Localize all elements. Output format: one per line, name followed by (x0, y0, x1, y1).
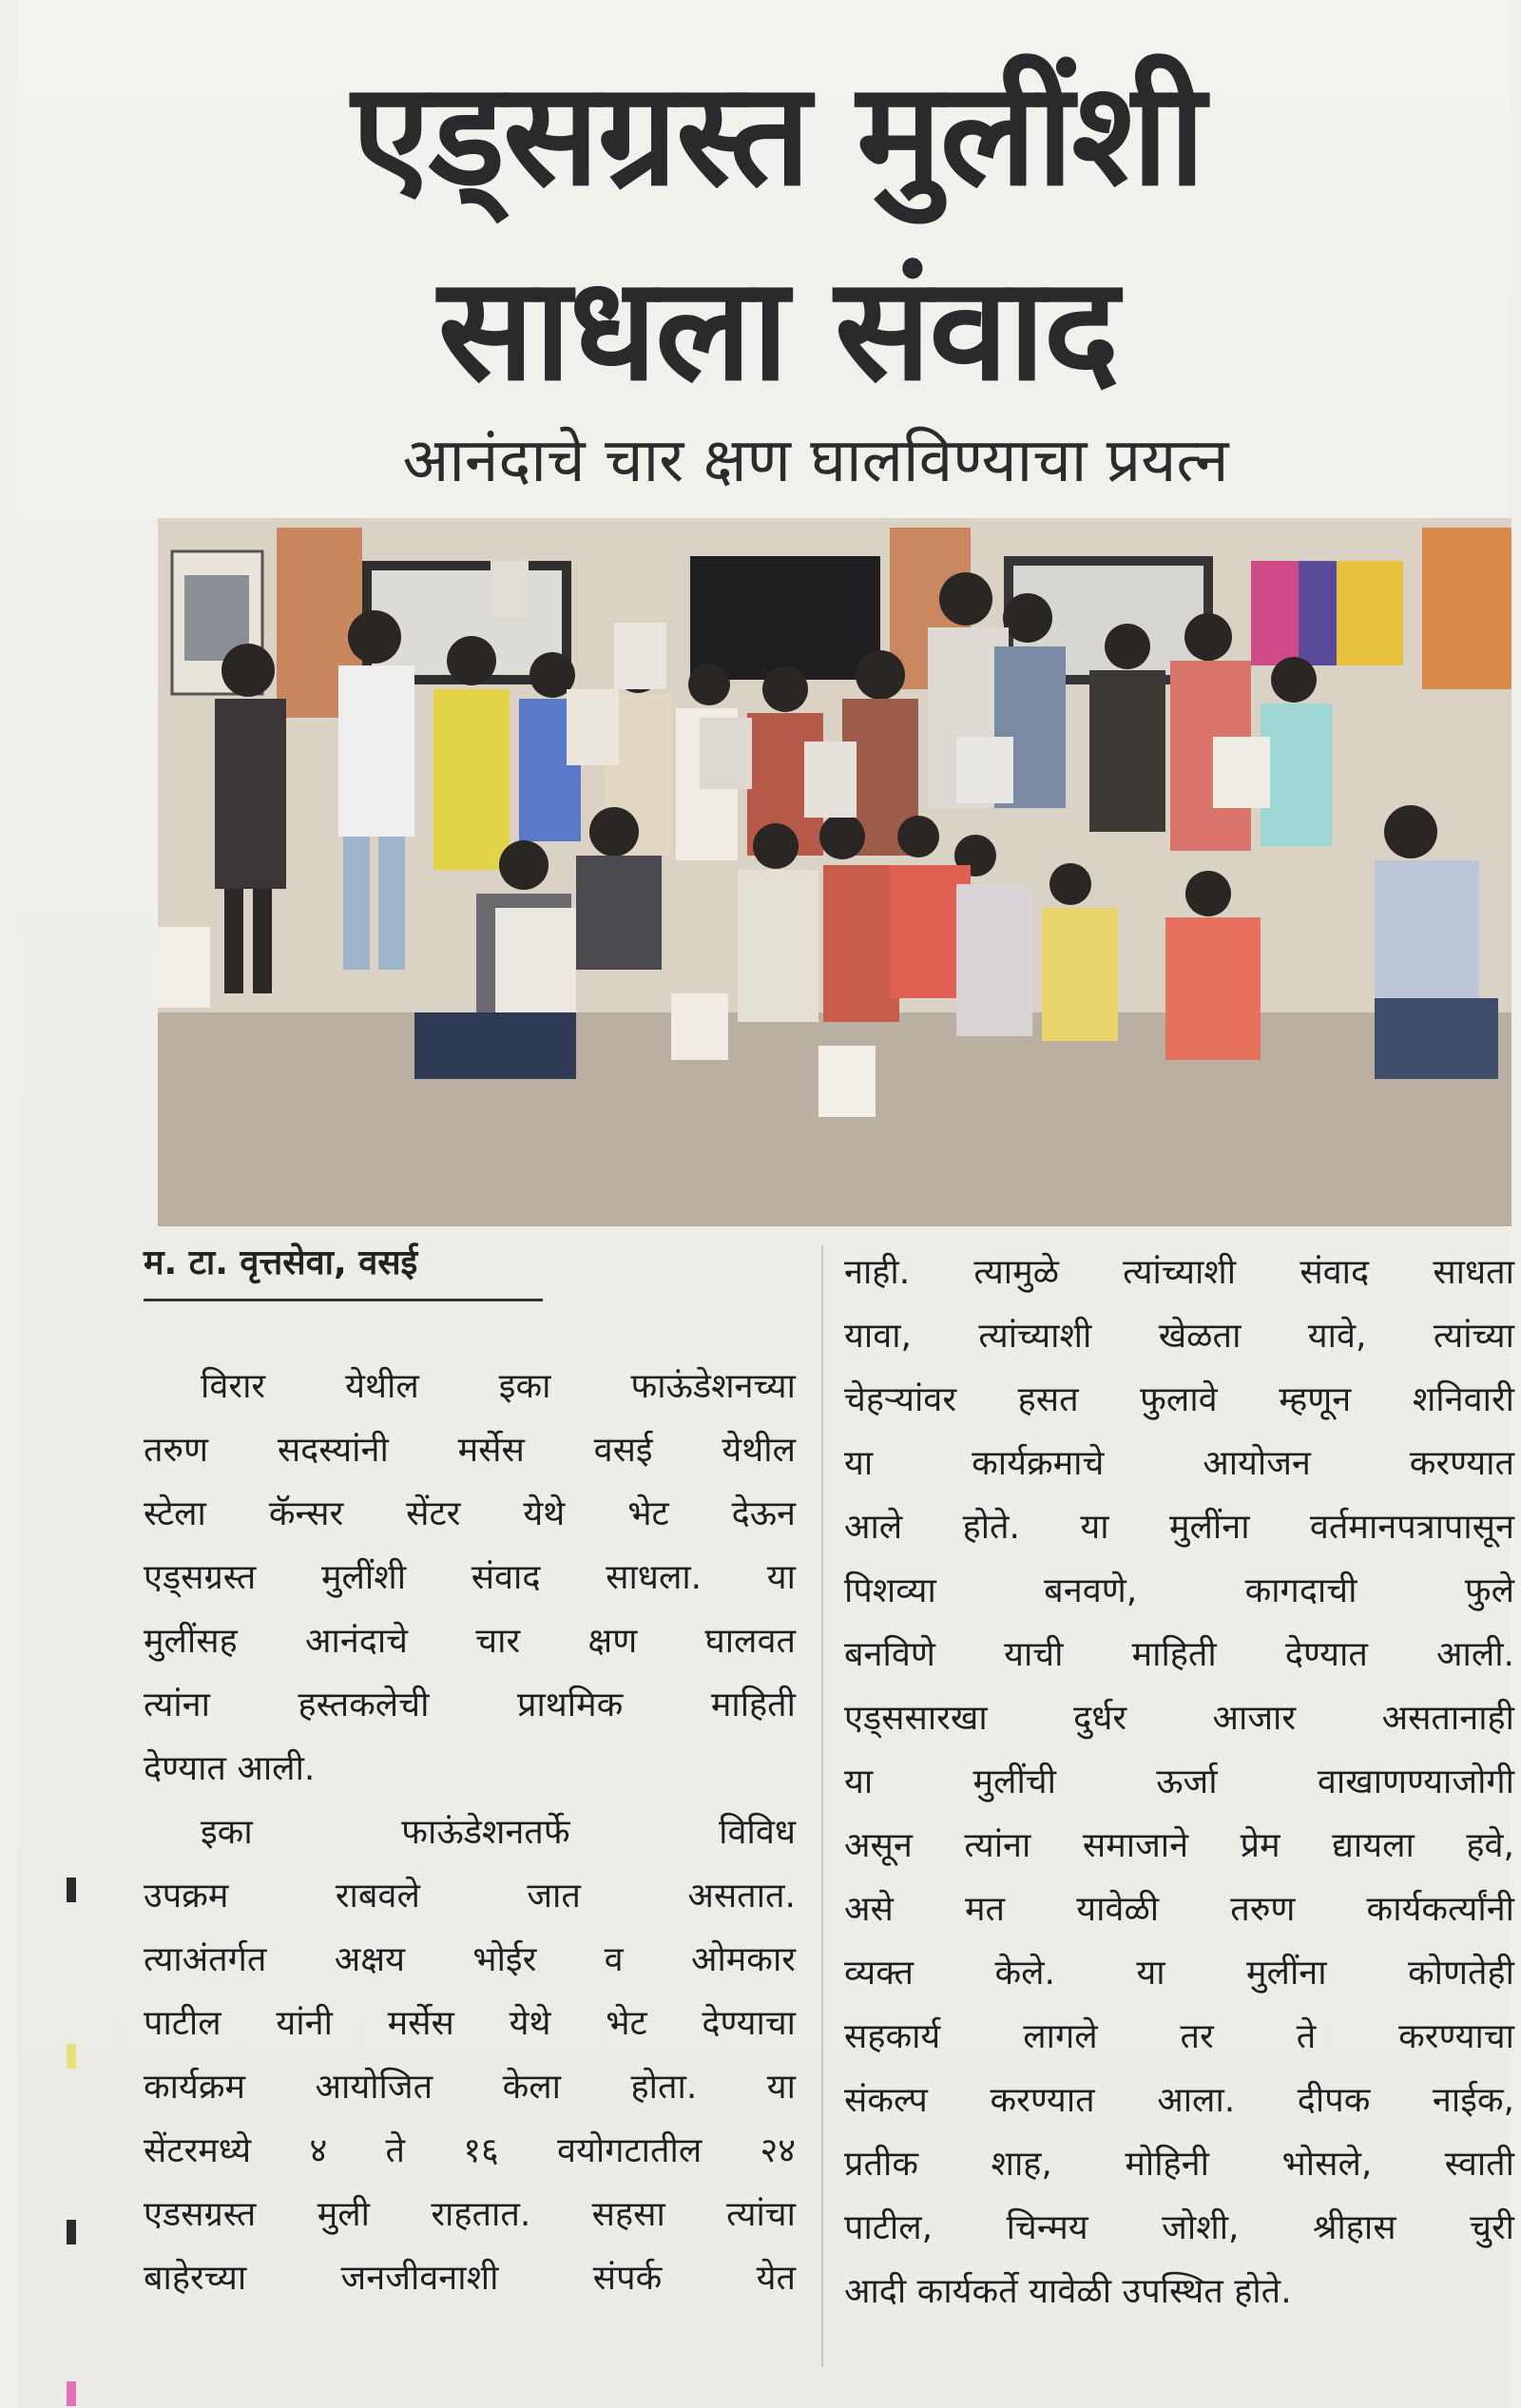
article-line: असून त्यांना समाजाने प्रेम द्यायला हवे, (844, 1826, 1514, 1865)
margin-mark-yellow (67, 2044, 76, 2069)
headline-line-1: एड्सग्रस्त मुलींशी (351, 52, 1204, 218)
article-line: आदी कार्यकर्ते यावेळी उपस्थित होते. (844, 2272, 1292, 2311)
margin-mark (67, 2220, 76, 2244)
article-column-right (844, 1241, 1514, 2323)
subheadline: आनंदाचे चार क्षण घालविण्याचा प्रयत्न (402, 426, 1229, 496)
headline (160, 38, 1396, 428)
article-line: सहकार्य लागले तर ते करण्याचा (844, 2017, 1514, 2056)
article-line: विरार येथील इका फाऊंडेशनच्या (201, 1367, 796, 1406)
article-line: प्रतीक शाह, मोहिनी भोसले, स्वाती (844, 2145, 1514, 2184)
article-line: इका फाऊंडेशनतर्फे विविध (201, 1813, 796, 1852)
group-photo (158, 518, 1511, 1226)
article-line: संकल्प करण्यात आला. दीपक नाईक, (844, 2081, 1514, 2120)
article-line: आले होते. या मुलींना वर्तमानपत्रापासून (844, 1508, 1514, 1547)
article-line: चेहऱ्यांवर हसत फुलावे म्हणून शनिवारी (844, 1380, 1514, 1419)
newspaper-page (17, 0, 1514, 2408)
article-line: पिशव्या बनवणे, कागदाची फुले (844, 1571, 1514, 1610)
article-line: नाही. त्यामुळे त्यांच्याशी संवाद साधता (844, 1253, 1514, 1292)
article-line: एड्ससारखा दुर्धर आजार असतानाही (844, 1699, 1514, 1738)
article-line: असे मत यावेळी तरुण कार्यकर्त्यांनी (844, 1890, 1514, 1929)
article-line: यावा, त्यांच्याशी खेळता यावे, त्यांच्या (844, 1317, 1514, 1356)
article-line: बनविणे याची माहिती देण्यात आली. (844, 1635, 1514, 1674)
margin-mark-pink (67, 2381, 76, 2406)
margin-mark (67, 1878, 76, 1902)
article-line: कार्यक्रम आयोजित केला होता. या (144, 2068, 796, 2107)
article-line: बाहेरच्या जनजीवनाशी संपर्क येत (144, 2259, 796, 2298)
article-line: देण्यात आली. (144, 1749, 316, 1788)
article-line: या मुलींची ऊर्जा वाखाणण्याजोगी (844, 1763, 1514, 1801)
article-line: एडसग्रस्त मुली राहतात. सहसा त्यांचा (144, 2195, 796, 2234)
article-line: त्यांना हस्तकलेची प्राथमिक माहिती (144, 1686, 796, 1724)
article-line: उपक्रम राबवले जात असतात. (144, 1877, 796, 1916)
article-line: त्याअंतर्गत अक्षय भोईर व ओमकार (144, 1940, 796, 1979)
article-line: एड्सग्रस्त मुलींशी संवाद साधला. या (144, 1558, 796, 1597)
article-line: व्यक्त केले. या मुलींना कोणतेही (844, 1954, 1514, 1993)
article-line: पाटील, चिन्मय जोशी, श्रीहास चुरी (844, 2208, 1514, 2247)
article-column-left (144, 1355, 796, 2310)
article-line: पाटील यांनी मर्सेस येथे भेट देण्याचा (144, 2004, 796, 2043)
article-line: या कार्यक्रमाचे आयोजन करण्यात (844, 1444, 1514, 1483)
byline: म. टा. वृत्तसेवा, वसई (144, 1238, 543, 1301)
article-line: मुलींसह आनंदाचे चार क्षण घालवत (144, 1622, 796, 1661)
article-line: स्टेला कॅन्सर सेंटर येथे भेट देऊन (144, 1494, 796, 1533)
headline-line-2: साधला संवाद (437, 247, 1118, 413)
article-line: तरुण सदस्यांनी मर्सेस वसई येथील (144, 1431, 796, 1470)
column-divider (821, 1245, 823, 2367)
article-line: सेंटरमध्ये ४ ते १६ वयोगटातील २४ (144, 2131, 796, 2170)
